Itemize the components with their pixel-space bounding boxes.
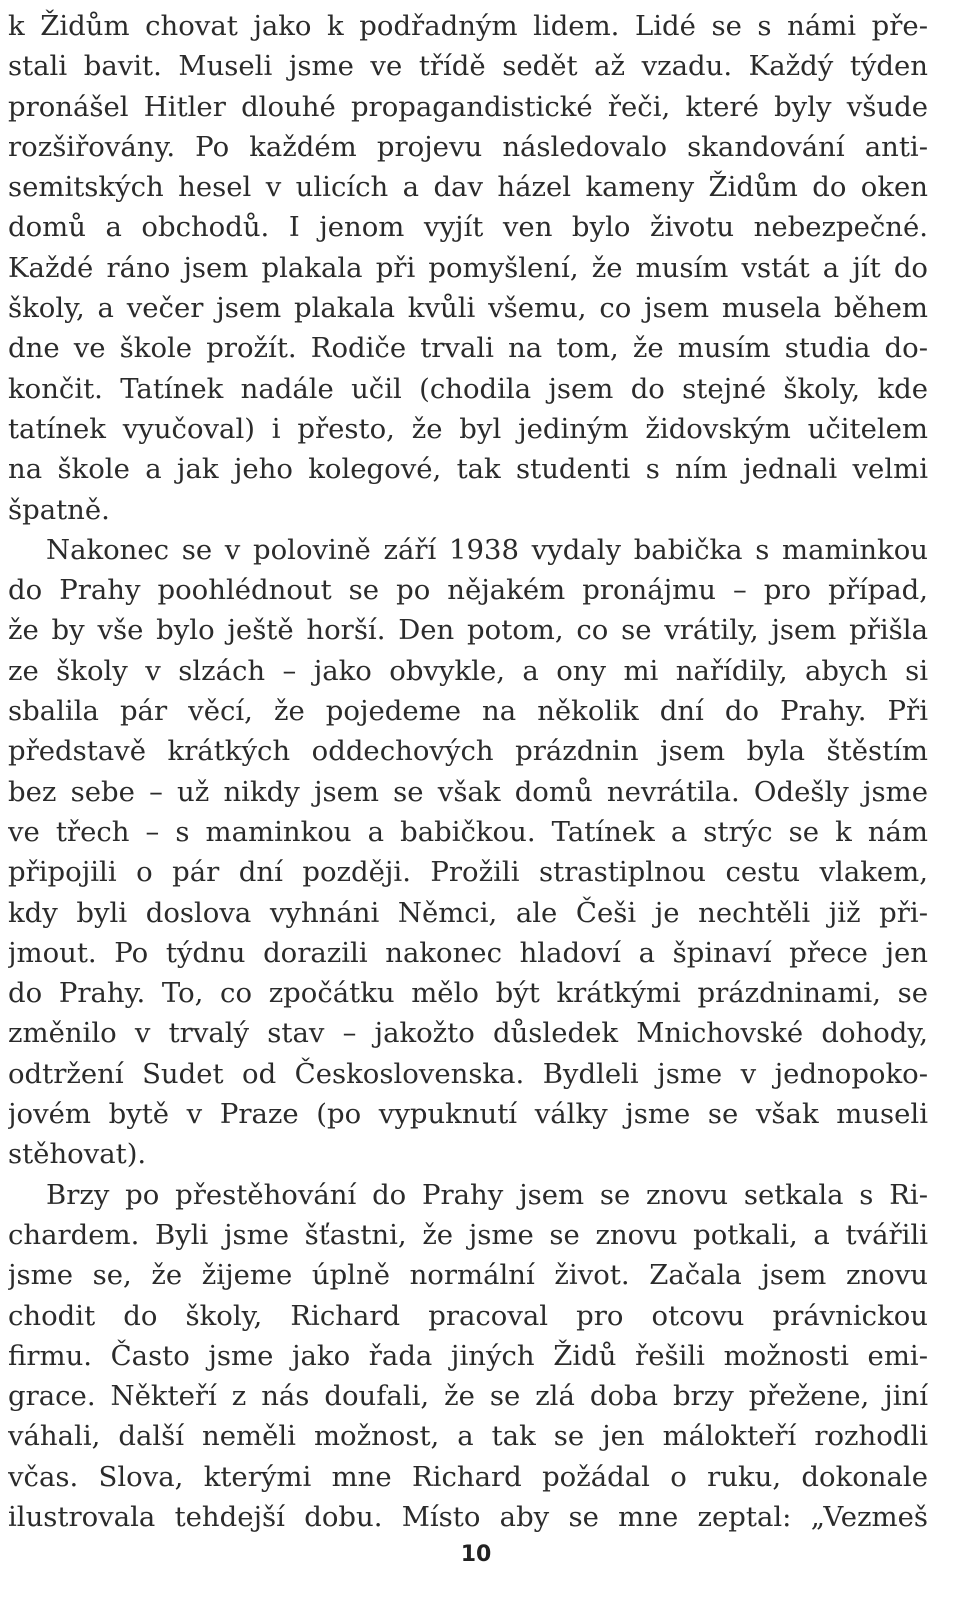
text-line: že by vše bylo ještě horší. Den potom, co se vrátily, jsem přišla: [8, 614, 928, 647]
text-line: grace. Někteří z nás doufali, že se zlá doba brzy přežene, jiní: [8, 1380, 928, 1413]
text-line: chodit do školy, Richard pracoval pro otcovu právnickou: [8, 1299, 928, 1332]
text-line: odtržení Sudet od Československa. Bydleli jsme v jednopoko-: [8, 1057, 928, 1090]
body-text: [8, 6, 928, 1537]
text-line: ilustrovala tehdejší dobu. Místo aby se mne zeptal: „Vezmeš: [8, 1500, 928, 1533]
text-line: kdy byli doslova vyhnáni Němci, ale Češi je nechtěli již při-: [8, 896, 928, 929]
text-line: představě krátkých oddechových prázdnin jsem byla štěstím: [8, 735, 928, 768]
text-line: chardem. Byli jsme šťastni, že jsme se znovu potkali, a tvářili: [8, 1218, 928, 1251]
text-line: pronášel Hitler dlouhé propagandistické řeči, které byly všude: [8, 90, 928, 123]
text-line: sbalila pár věcí, že pojedeme na několik dní do Prahy. Při: [8, 695, 928, 728]
text-line: špatně.: [8, 493, 110, 526]
text-line: jovém bytě v Praze (po vypuknutí války jsme se však museli: [8, 1098, 928, 1131]
paragraph: [8, 530, 928, 1175]
text-line: včas. Slova, kterými mne Richard požádal o ruku, dokonale: [8, 1460, 928, 1493]
text-line: bez sebe – už nikdy jsem se však domů nevrátila. Odešly jsme: [8, 775, 928, 808]
text-line: stěhovat).: [8, 1138, 147, 1171]
text-line: dne ve škole prožít. Rodiče trvali na tom, že musím studia do-: [8, 332, 928, 365]
text-line: připojili o pár dní později. Prožili strastiplnou cestu vlakem,: [8, 856, 928, 889]
text-line: Každé ráno jsem plakala při pomyšlení, že musím vstát a jít do: [8, 251, 928, 284]
text-line: domů a obchodů. I jenom vyjít ven bylo životu nebezpečné.: [8, 211, 928, 244]
text-line: na škole a jak jeho kolegové, tak studenti s ním jednali velmi: [8, 453, 928, 486]
book-page: [8, 0, 928, 1617]
text-line: ve třech – s maminkou a babičkou. Tatínek a strýc se k nám: [8, 815, 928, 848]
text-line: stali bavit. Museli jsme ve třídě sedět až vzadu. Každý týden: [8, 50, 928, 83]
paragraph: [8, 1175, 928, 1538]
text-line: Nakonec se v polovině září 1938 vydaly babička s maminkou: [46, 533, 928, 566]
text-line: ze školy v slzách – jako obvykle, a ony mi nařídily, abych si: [8, 654, 928, 687]
text-line: k Židům chovat jako k podřadným lidem. Lidé se s námi pře-: [8, 10, 928, 42]
paragraph: [8, 6, 928, 530]
page-number: 10: [460, 1542, 492, 1567]
text-line: jsme se, že žijeme úplně normální život. Začala jsem znovu: [8, 1259, 928, 1292]
text-line: do Prahy. To, co zpočátku mělo být krátkými prázdninami, se: [8, 977, 928, 1010]
text-line: váhali, další neměli možnost, a tak se jen málokteří rozhodli: [8, 1420, 928, 1453]
text-line: školy, a večer jsem plakala kvůli všemu, co jsem musela během: [8, 292, 928, 325]
text-line: rozšiřovány. Po každém projevu následovalo skandování anti-: [8, 130, 928, 163]
text-line: semitských hesel v ulicích a dav házel kameny Židům do oken: [8, 171, 928, 204]
text-line: do Prahy poohlédnout se po nějakém pronájmu – pro případ,: [8, 574, 928, 607]
text-line: tatínek vyučoval) i přesto, že byl jediným židovským učitelem: [8, 412, 928, 445]
text-line: změnilo v trvalý stav – jakožto důsledek Mnichovské dohody,: [8, 1017, 928, 1050]
text-line: Brzy po přestěhování do Prahy jsem se znovu setkala s Ri-: [46, 1178, 928, 1211]
text-line: končit. Tatínek nadále učil (chodila jsem do stejné školy, kde: [8, 372, 928, 405]
text-line: firmu. Často jsme jako řada jiných Židů řešili možnosti emi-: [8, 1339, 928, 1372]
text-line: jmout. Po týdnu dorazili nakonec hladoví a špinaví přece jen: [8, 936, 928, 969]
